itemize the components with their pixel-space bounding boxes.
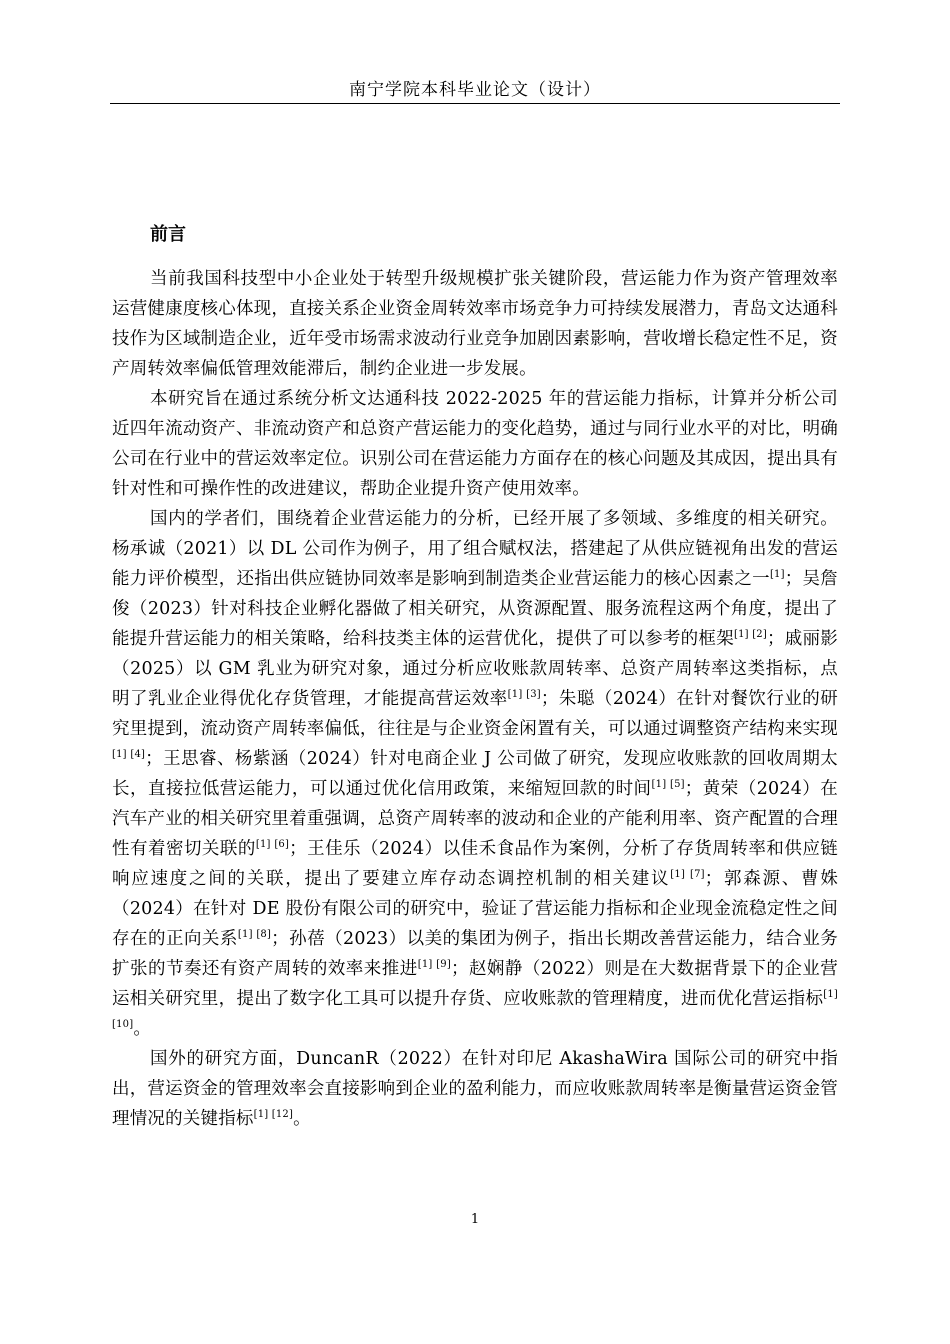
paragraph — [112, 384, 838, 504]
paragraph-text: ；黄荣（2024）在汽车产业的相关研究里着重强调，总资产周转率的波动和企业的产能利用率、资产配置的合理性有着密切关联的 — [112, 779, 838, 859]
paragraph-text: ；吴詹俊（2023）针对科技企业孵化器做了相关研究，从资源配置、服务流程这两个角度，提出了能提升营运能力的相关策略，给科技类主体的运营优化，提供了可以参考的框架 — [112, 569, 838, 649]
running-header: 南宁学院本科毕业论文（设计） — [349, 80, 601, 100]
paragraph-text: ；戚丽影（2025）以 GM 乳业为研究对象，通过分析应收账款周转率、总资产周转率这类指标，点明了乳业企业得优化存货管理，才能提高营运效率 — [112, 629, 838, 709]
citation-ref: [1] [7] — [670, 869, 705, 880]
citation-ref: [1] [5] — [651, 779, 685, 790]
paragraph — [112, 1044, 838, 1134]
citation-ref: [1] [6] — [255, 839, 290, 850]
page-number: 1 — [470, 1212, 480, 1227]
citation-ref: [1] [9] — [417, 959, 451, 970]
paragraph-text: ；郭森源、曹姝（2024）在针对 DE 股份有限公司的研究中，验证了营运能力指标和企业现金流稳定性之间存在的正向关系 — [112, 869, 838, 949]
citation-ref: [1] [4] — [112, 749, 146, 760]
citation-ref: [1] [8] — [237, 929, 272, 940]
paragraph-text: ；王佳乐（2024）以佳禾食品作为案例，分析了存货周转率和供应链响应速度之间的关联，提出了要建立库存动态调控机制的相关建议 — [112, 839, 838, 889]
paragraph-text: 当前我国科技型中小企业处于转型升级规模扩张关键阶段，营运能力作为资产管理效率运营健康度核心体现，直接关系企业资金周转效率市场竞争力可持续发展潜力，青岛文达通科技作为区域制造企业，近年受市场需求波动行业竞争加剧因素影响，营收增长稳定性不足，资产周转效率偏低管理效能滞后，制约企业进一步发展。 — [112, 269, 838, 379]
paragraph — [112, 504, 838, 1044]
citation-ref: [1] [3] — [507, 689, 541, 700]
paragraph-text: 国外的研究方面，DuncanR（2022）在针对印尼 AkashaWira 国际公司的研究中指出，营运资金的管理效率会直接影响到企业的盈利能力，而应收账款周转率是衡量营运资金管理情况的关键指标 — [112, 1049, 838, 1129]
section-title: 前言 — [150, 224, 186, 245]
citation-ref: [1] [2] — [733, 629, 767, 640]
header-rule — [110, 103, 840, 104]
paragraph-text: 。 — [293, 1109, 311, 1129]
paragraph — [112, 264, 838, 384]
paragraph-text: ；孙蓓（2023）以美的集团为例子，指出长期改善营运能力，结合业务扩张的节奏还有资产周转的效率来推进 — [112, 929, 838, 979]
body-text — [112, 264, 838, 1134]
paragraph-text: 本研究旨在通过系统分析文达通科技 2022-2025 年的营运能力指标，计算并分析公司近四年流动资产、非流动资产和总资产营运能力的变化趋势，通过与同行业水平的对比，明确公司在行业中的营运效率定位。识别公司在营运能力方面存在的核心问题及其成因，提出具有针对性和可操作性的改进建议，帮助企业提升资产使用效率。 — [112, 389, 838, 499]
paragraph-text: ；赵娴静（2022）则是在大数据背景下的企业营运相关研究里，提出了数字化工具可以提升存货、应收账款的管理精度，进而优化营运指标 — [112, 959, 838, 1009]
paragraph-text: ；王思睿、杨紫涵（2024）针对电商企业 J 公司做了研究，发现应收账款的回收周期太长，直接拉低营运能力，可以通过优化信用政策，来缩短回款的时间 — [112, 749, 838, 799]
paragraph-text: 。 — [133, 1019, 152, 1039]
citation-ref: [1] [10] — [112, 989, 838, 1030]
citation-ref: [1] — [769, 569, 785, 580]
paragraph-text: ；朱聪（2024）在针对餐饮行业的研究里提到，流动资产周转率偏低，往往是与企业资金闲置有关，可以通过调整资产结构来实现 — [112, 689, 838, 739]
paragraph-text: 国内的学者们，围绕着企业营运能力的分析，已经开展了多领域、多维度的相关研究。杨承诚（2021）以 DL 公司作为例子，用了组合赋权法，搭建起了从供应链视角出发的营运能力评价模型，还指出供应链协同效率是影响到制造类企业营运能力的核心因素之一 — [112, 509, 838, 589]
citation-ref: [1] [12] — [253, 1109, 294, 1120]
